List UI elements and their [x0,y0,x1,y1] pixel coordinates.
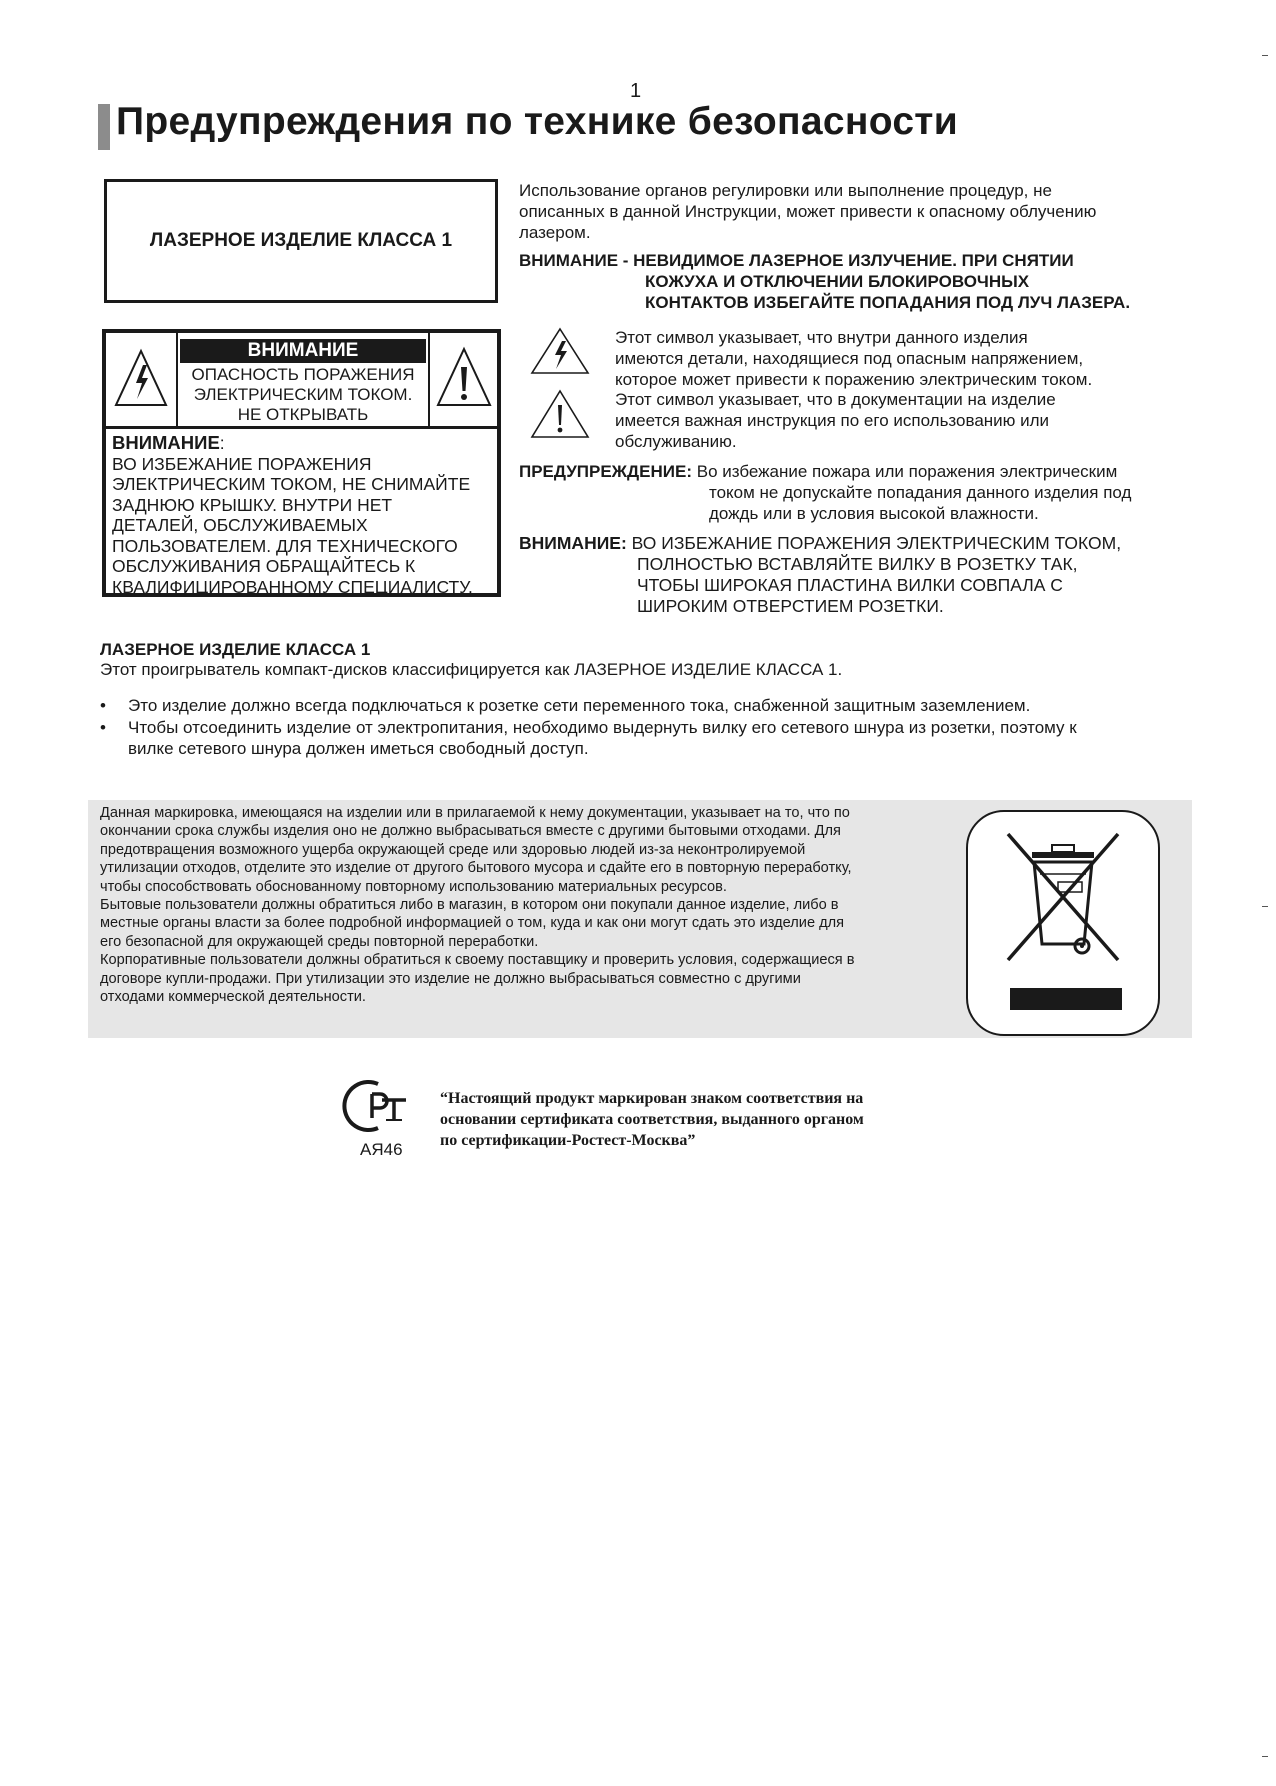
certification-code: АЯ46 [360,1140,403,1159]
certification-line: по сертификации-Ростест-Москва” [440,1132,696,1149]
recycling-line: Бытовые пользователи должны обратиться либо в магазин, в котором они покупали данное изделие, либо в [100,897,839,914]
recycling-text [100,804,940,1006]
recycling-line: утилизации отходов, отделите это изделие от другого бытового мусора и сдайте его в повторную переработку, [100,860,852,877]
bullet-text: Это изделие должно всегда подключаться к розетке сети переменного тока, снабженной защитным заземлением. [128,696,1031,715]
recycling-line: Данная маркировка, имеющаяся на изделии или в прилагаемой к нему документации, указывает на то, что по [100,805,850,821]
page-title: Предупреждения по технике безопасности [116,100,958,143]
fire-warning-line: Во избежание пожара или поражения электрическим [696,462,1118,481]
recycling-line: окончании срока службы изделия оно не должно выбрасываться вместе с другими бытовыми отходами. Для [100,823,841,840]
caution-body-line: ПОЛЬЗОВАТЕЛЕМ. ДЛЯ ТЕХНИЧЕСКОГО [112,535,458,556]
caution-line: ОПАСНОСТЬ ПОРАЖЕНИЯ [191,365,415,384]
edge-mark [1262,1756,1268,1757]
caution-lightning-cell [106,333,178,426]
caution-body-line: ЭЛЕКТРИЧЕСКИМ ТОКОМ, НЕ СНИМАЙТЕ [112,474,471,494]
laser-class-label: ЛАЗЕРНОЕ ИЗДЕЛИЕ КЛАССА 1 [149,230,453,251]
caution-body-line: ВО ИЗБЕЖАНИЕ ПОРАЖЕНИЯ [112,453,372,474]
bullet-text: вилке сетевого шнура должен иметься свободный доступ. [128,739,589,758]
warning-line: КОНТАКТОВ ИЗБЕГАЙТЕ ПОПАДАНИЯ ПОД ЛУЧ ЛАЗЕРА. [645,293,1131,312]
certification-line: основании сертификата соответствия, выданного органом [440,1111,864,1128]
recycling-line: местные органы власти за более подробной информацией о том, куда и как они могут сдать это изделие для [100,915,845,932]
lightning-symbol-description [615,327,1175,390]
warning-line: КОЖУХА И ОТКЛЮЧЕНИИ БЛОКИРОВОЧНЫХ [645,272,1030,291]
page-number: 1 [630,80,642,102]
edge-mark [1262,906,1268,907]
exclamation-symbol-description [615,389,1175,452]
recycling-line: договоре купли-продажи. При утилизации это изделие не должно выбрасываться совместно с другими [100,970,801,987]
symbol-line: имеется важная инструкция по его использованию или [615,411,1050,430]
symbol-line: обслуживанию. [615,432,737,451]
intro-line: лазером. [519,223,591,242]
fire-warning [519,461,1179,524]
plug-warning-label: ВНИМАНИЕ: [519,533,627,553]
caution-body-heading: ВНИМАНИЕ [112,432,220,453]
recycling-line: чтобы способствовать обоснованному повторному использованию материальных ресурсов. [100,878,727,895]
caution-body-line: ОБСЛУЖИВАНИЯ ОБРАЩАЙТЕСЬ К [112,556,416,576]
recycling-line: предотвращения возможного ущерба окружающей среде или здоровью людей из-за неконтролируемой [100,841,806,858]
plug-warning-line: ВО ИЗБЕЖАНИЕ ПОРАЖЕНИЯ ЭЛЕКТРИЧЕСКИМ ТОКОМ, [631,533,1122,553]
class-section-description: Этот проигрыватель компакт-дисков классифицируется как ЛАЗЕРНОЕ ИЗДЕЛИЕ КЛАССА 1. [100,660,843,679]
recycling-line: Корпоративные пользователи должны обратиться к своему поставщику и проверить условия, содержащиеся в [100,952,855,969]
bullet-text: Чтобы отсоединить изделие от электропитания, необходимо выдернуть вилку его сетевого шнура из розетки, поэтому к [128,718,1077,737]
fire-warning-label: ПРЕДУПРЕЖДЕНИЕ: [519,462,692,481]
caution-body [112,433,497,597]
symbol-line: которое может привести к поражению электрическим током. [615,370,1093,389]
crossed-bin-icon [968,812,1158,1034]
caution-exclamation-cell [428,333,497,426]
list-item [100,717,1180,759]
intro-paragraph [519,180,1159,243]
certification-statement [440,1088,940,1151]
caution-lines [180,365,426,425]
caution-header [106,333,497,429]
title-accent-bar [98,104,110,150]
caution-body-line: ДЕТАЛЕЙ, ОБСЛУЖИВАЕМЫХ [112,515,368,535]
recycling-panel [88,800,1192,1038]
caution-title: ВНИМАНИЕ [180,339,426,363]
intro-line: описанных в данной Инструкции, может привести к опасному облучению [519,202,1097,221]
fire-warning-line: током не допускайте попадания данного изделия под [709,483,1132,502]
symbol-line: Этот символ указывает, что внутри данного изделия [615,328,1028,347]
laser-radiation-warning [519,250,1179,313]
exclamation-warning-icon [528,389,592,441]
caution-label-box [102,329,501,597]
symbol-line: имеются детали, находящиеся под опасным напряжением, [615,349,1084,368]
bullet-dot: • [100,718,106,737]
recycling-line: его безопасной для окружающей среды повторной переработки. [100,933,539,950]
plug-warning-line: ПОЛНОСТЬЮ ВСТАВЛЯЙТЕ ВИЛКУ В РОЗЕТКУ ТАК, [637,554,1078,574]
plug-warning-line: ЧТОБЫ ШИРОКАЯ ПЛАСТИНА ВИЛКИ СОВПАЛА С [637,575,1063,595]
weee-symbol-frame [966,810,1160,1036]
recycling-line: отходами коммерческой деятельности. [100,989,366,1006]
edge-mark [1262,55,1268,56]
intro-line: Использование органов регулировки или выполнение процедур, не [519,181,1052,200]
plug-warning [519,533,1179,617]
list-item [100,695,1180,716]
symbol-line: Этот символ указывает, что в документации на изделие [615,390,1056,409]
exclamation-warning-icon [430,333,497,425]
bullet-list [100,695,1180,760]
laser-class-box [104,179,498,303]
warning-line: ВНИМАНИЕ - НЕВИДИМОЕ ЛАЗЕРНОЕ ИЗЛУЧЕНИЕ. ПРИ СНЯТИИ [519,251,1074,270]
bullet-dot: • [100,696,106,715]
caution-line: ЭЛЕКТРИЧЕСКИМ ТОКОМ. [193,385,413,404]
certification-line: “Настоящий продукт маркирован знаком соответствия на [440,1090,864,1107]
class-section-heading: ЛАЗЕРНОЕ ИЗДЕЛИЕ КЛАССА 1 [100,640,371,659]
lightning-warning-icon [528,327,592,377]
lightning-warning-icon [106,333,176,425]
caution-line: НЕ ОТКРЫВАТЬ [237,405,369,424]
plug-warning-line: ШИРОКИМ ОТВЕРСТИЕМ РОЗЕТКИ. [637,596,944,616]
caution-body-heading-colon: : [219,433,225,453]
pct-certification-logo [342,1076,412,1136]
fire-warning-line: дождь или в условия высокой влажности. [709,504,1039,523]
caution-body-line: ЗАДНЮЮ КРЫШКУ. ВНУТРИ НЕТ [112,494,393,515]
caution-body-line: КВАЛИФИЦИРОВАННОМУ СПЕЦИАЛИСТУ. [112,576,473,597]
